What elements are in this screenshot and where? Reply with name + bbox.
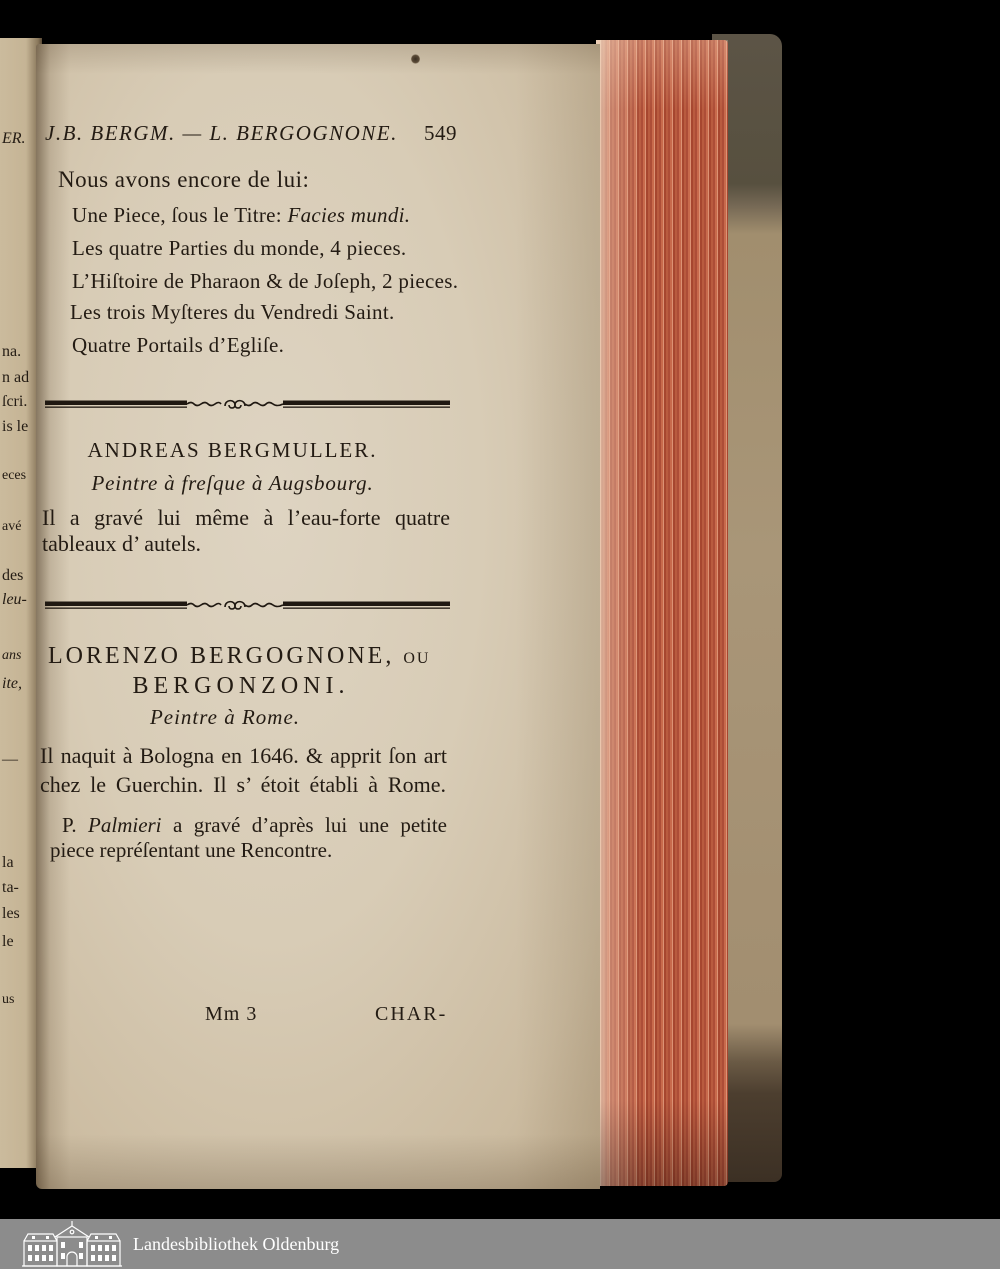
section-divider (45, 398, 450, 412)
facing-page-fragment: ER. (2, 130, 26, 147)
artist-name-main: LORENZO BERGOGNONE, (48, 643, 404, 669)
paragraph-line: tableaux d’ autels. (42, 531, 202, 556)
signature-mark: Mm 3 (205, 1003, 258, 1025)
work-list-item: Quatre Portails d’Egliſe. (72, 333, 285, 357)
artist-alt-name: BERGONZONI. (132, 673, 350, 699)
facing-page-fragment: us (2, 992, 15, 1007)
paragraph-line: Il naquit à Bologna en 1646. & apprit ſon art (40, 743, 447, 768)
engraver-name: Palmieri (88, 813, 162, 837)
work-list-item: Les quatre Parties du monde, 4 pieces. (72, 236, 407, 260)
work-list-item: L’Hiſtoire de Pharaon & de Joſeph, 2 pieces. (72, 269, 459, 293)
work-text: Une Piece, ſous le Titre: (72, 203, 288, 227)
facing-page-fragment: des (2, 567, 24, 584)
facing-page-fragment: n ad (2, 369, 30, 386)
running-head: J.B. BERGM. — L. BERGOGNONE. (45, 121, 398, 145)
artist-name-conjunction: OU (403, 650, 431, 667)
library-name: Landesbibliothek Oldenburg (133, 1234, 340, 1254)
facing-page-fragment: na. (2, 343, 22, 360)
work-list-item (72, 205, 410, 226)
facing-page-fragment: ta- (2, 879, 19, 896)
section-divider (45, 599, 450, 613)
facing-page-fragment: ans (2, 648, 22, 663)
facing-page-fragment: avé (2, 519, 22, 534)
artist-role: Peintre à freſque à Augsbourg. (91, 471, 374, 495)
book-page (36, 44, 600, 1189)
facing-page-fragment: la (2, 854, 14, 871)
paper-blemish (411, 54, 420, 64)
library-banner (0, 1219, 1000, 1269)
print-prefix: P. (62, 813, 89, 837)
works-intro: Nous avons encore de lui: (58, 167, 310, 192)
facing-page-fragment: ſcri. (2, 393, 28, 410)
facing-page-fragment: les (2, 905, 20, 922)
divider-ornament (187, 401, 283, 408)
divider-ornament (187, 602, 283, 609)
artist-role: Peintre à Rome. (149, 705, 301, 729)
paragraph-line (62, 815, 447, 836)
artist-name: ANDREAS BERGMULLER. (87, 438, 378, 462)
page-fore-edge (596, 40, 728, 1186)
facing-page-fragment: leu- (2, 591, 27, 608)
facing-page-fragment: — (2, 751, 18, 768)
facing-page-fragment: le (2, 933, 14, 950)
library-building-icon (22, 1221, 122, 1267)
facing-page-fragment: is le (2, 418, 29, 435)
paragraph-line: piece repréſentant une Rencontre. (50, 838, 333, 862)
work-list-item: Les trois Myſteres du Vendredi Saint. (70, 300, 395, 324)
facing-page-fragment: ite, (2, 675, 22, 692)
artist-name (48, 644, 430, 668)
facing-page-fragment: eces (2, 468, 27, 483)
page-number: 549 (424, 121, 457, 145)
paragraph-line: Il a gravé lui même à l’eau-forte quatre (42, 505, 450, 530)
catchword: CHAR- (375, 1003, 448, 1025)
work-title: Facies mundi. (287, 203, 411, 227)
paragraph-line: chez le Guerchin. Il s’ étoit établi à Rome. (40, 772, 446, 797)
print-description: a gravé d’après lui une petite (161, 813, 447, 837)
